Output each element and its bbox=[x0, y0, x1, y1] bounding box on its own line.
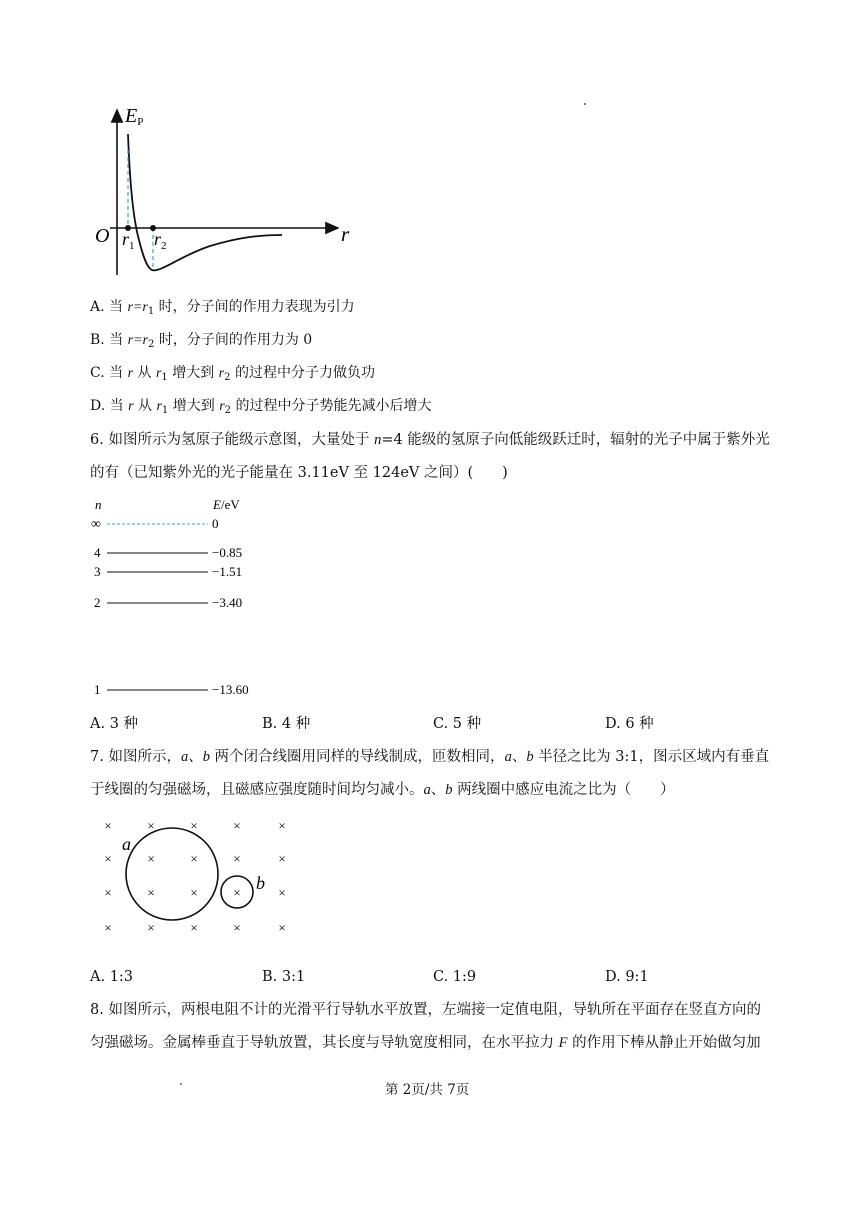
coil-a-label: a bbox=[122, 834, 131, 854]
q6-option-d: D. 6 种 bbox=[605, 716, 654, 732]
q7-stem-line2: 于线圈的匀强磁场，且磁感应强度随时间均匀减小。a、b 两线圈中感应电流之比为（ ） bbox=[90, 782, 675, 798]
level-energy-3: −1.51 bbox=[212, 564, 243, 579]
field-mark: × bbox=[104, 920, 112, 935]
level-energy-1: −13.60 bbox=[212, 682, 249, 697]
stray-dot bbox=[584, 103, 586, 105]
q7-option-d: D. 9:1 bbox=[605, 969, 649, 985]
field-mark: × bbox=[278, 818, 286, 833]
field-mark: × bbox=[233, 885, 241, 900]
level-n-infinity: ∞ bbox=[91, 517, 101, 532]
field-mark: × bbox=[190, 851, 198, 866]
n-column-label: n bbox=[95, 497, 102, 512]
q7-option-a: A. 1:3 bbox=[90, 969, 134, 985]
q6-stem-line2: 的有（已知紫外光的光子能量在 3.11eV 至 124eV 之间）( ) bbox=[90, 465, 508, 481]
q5-option-d: D. 当 r 从 $r_1$ 增大到 $r_2$ 的过程中分子势能先减小后增大 bbox=[90, 398, 432, 416]
field-mark: × bbox=[147, 920, 155, 935]
coils-figure bbox=[95, 815, 300, 935]
field-mark: × bbox=[190, 885, 198, 900]
q8-stem-line2: 匀强磁场。金属棒垂直于导轨放置，其长度与导轨宽度相同，在水平拉力 F 的作用下棒从静止开始做匀加 bbox=[90, 1035, 761, 1051]
ep-label: EP bbox=[125, 105, 144, 128]
field-mark: × bbox=[104, 818, 112, 833]
energy-column-label: E/eV bbox=[213, 497, 240, 512]
level-n-3: 3 bbox=[94, 564, 101, 579]
r-axis-label: r bbox=[341, 222, 350, 246]
level-energy-4: −0.85 bbox=[212, 545, 243, 560]
q8-stem-line1: 8. 如图所示，两根电阻不计的光滑平行导轨水平放置，左端接一定值电阻，导轨所在平面存在竖直方向的 bbox=[90, 1002, 761, 1018]
level-energy-2: −3.40 bbox=[212, 595, 243, 610]
r1-label: $r_1$ bbox=[122, 229, 135, 252]
q6-option-c: C. 5 种 bbox=[433, 716, 482, 732]
footer-dot bbox=[180, 1083, 182, 1085]
field-mark: × bbox=[147, 818, 155, 833]
page-footer: 第 2页/共 7页 bbox=[385, 1082, 470, 1098]
field-mark: × bbox=[147, 885, 155, 900]
field-mark: × bbox=[104, 851, 112, 866]
field-mark: × bbox=[233, 818, 241, 833]
field-mark: × bbox=[147, 851, 155, 866]
q5-option-b: B. 当 $r=r_2$ 时，分子间的作用力为 0 bbox=[90, 332, 313, 350]
q6-option-a: A. 3 种 bbox=[90, 716, 139, 732]
field-mark: × bbox=[278, 885, 286, 900]
field-mark: × bbox=[233, 851, 241, 866]
field-mark: × bbox=[190, 920, 198, 935]
q5-option-c: C. 当 r 从 $r_1$ 增大到 $r_2$ 的过程中分子力做负功 bbox=[90, 365, 375, 383]
potential-energy-figure bbox=[90, 100, 360, 282]
coil-b-label: b bbox=[256, 873, 265, 893]
q5-option-a: A. 当 $r=r_1$ 时，分子间的作用力表现为引力 bbox=[90, 299, 355, 317]
q7-option-c: C. 1:9 bbox=[433, 969, 477, 985]
q7-stem-line1: 7. 如图所示，a、b 两个闭合线圈用同样的导线制成，匝数相同，a、b 半径之比为 3:1，图示区域内有垂直 bbox=[90, 749, 770, 765]
field-mark: × bbox=[233, 920, 241, 935]
potential-curve bbox=[128, 134, 282, 270]
field-mark: × bbox=[104, 885, 112, 900]
coil-a bbox=[126, 828, 218, 920]
field-mark: × bbox=[278, 920, 286, 935]
level-energy-infinity: 0 bbox=[212, 516, 219, 531]
energy-level-diagram bbox=[88, 495, 268, 700]
field-mark: × bbox=[278, 851, 286, 866]
level-n-4: 4 bbox=[94, 545, 101, 560]
field-mark: × bbox=[190, 818, 198, 833]
r2-label: $r_2$ bbox=[154, 229, 167, 252]
q6-option-b: B. 4 种 bbox=[262, 716, 311, 732]
q6-stem-line1: 6. 如图所示为氢原子能级示意图，大量处于 n=4 能级的氢原子向低能级跃迁时，辐射的光子中属于紫外光 bbox=[90, 432, 770, 448]
origin-label: O bbox=[95, 225, 110, 247]
level-n-2: 2 bbox=[94, 595, 101, 610]
level-n-1: 1 bbox=[94, 682, 101, 697]
q7-option-b: B. 3:1 bbox=[262, 969, 306, 985]
